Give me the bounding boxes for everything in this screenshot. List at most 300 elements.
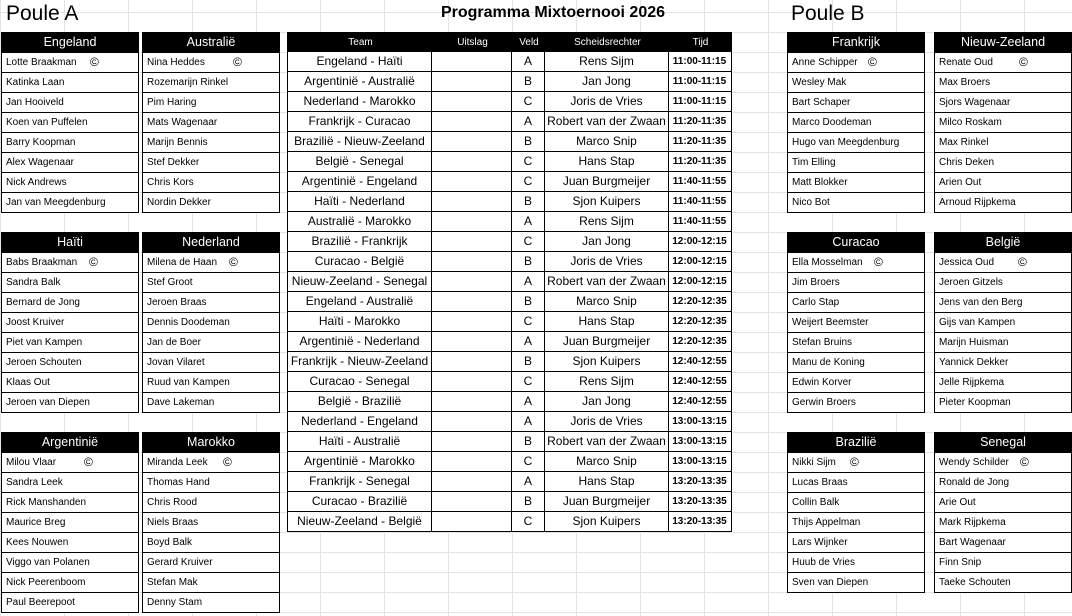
team-name: Senegal [935, 433, 1071, 452]
schedule-row [288, 351, 731, 371]
player-row [2, 592, 138, 612]
player-row [143, 552, 279, 572]
match-field: C [511, 372, 544, 391]
player-name: Jeroen Schouten [6, 357, 82, 368]
player-name: Mark Rijpkema [939, 517, 1006, 528]
player-row [143, 472, 279, 492]
match-result [431, 252, 511, 271]
player-name: Lars Wijnker [792, 537, 848, 548]
player-name: Marijn Bennis [147, 137, 208, 148]
player-name: Taeke Schouten [939, 577, 1011, 588]
player-row [143, 72, 279, 92]
match-result [431, 432, 511, 451]
player-name: Katinka Laan [6, 77, 65, 88]
match-time: 12:40-12:55 [668, 372, 730, 391]
team-name: Brazilië [788, 433, 924, 452]
player-row [788, 292, 924, 312]
team-table [142, 32, 280, 213]
player-row [935, 252, 1071, 272]
poule-a-title: Poule A [6, 2, 79, 25]
match-teams: Argentinië - Nederland [299, 334, 420, 348]
player-name: Jens van den Berg [939, 297, 1023, 308]
player-row [143, 332, 279, 352]
player-name: Piet van Kampen [6, 337, 83, 348]
player-name: Dennis Doodeman [147, 317, 230, 328]
match-field: A [511, 212, 544, 231]
schedule-row [288, 331, 731, 351]
match-time: 11:20-11:35 [668, 132, 730, 151]
match-time: 13:20-13:35 [668, 472, 730, 491]
player-name: Mats Wagenaar [147, 117, 218, 128]
match-field: A [511, 472, 544, 491]
match-result [431, 472, 511, 491]
player-row [2, 52, 138, 72]
team-name: Marokko [143, 433, 279, 452]
team-table [787, 32, 925, 213]
match-time: 12:40-12:55 [668, 352, 730, 371]
header-tijd: Tijd [669, 33, 731, 52]
player-name: Barry Koopman [6, 137, 76, 148]
player-row [788, 492, 924, 512]
schedule-header-row [288, 33, 731, 52]
player-row [935, 192, 1071, 212]
match-referee: Robert van der Zwaan [544, 432, 668, 451]
schedule-row [288, 451, 731, 471]
player-name: Paul Beerepoot [6, 597, 75, 608]
player-name: Wendy Schilder [939, 457, 1009, 468]
player-row [143, 312, 279, 332]
player-row [143, 532, 279, 552]
match-time: 11:00-11:15 [668, 72, 730, 91]
match-field: C [511, 312, 544, 331]
player-row [143, 152, 279, 172]
player-name: Chris Rood [147, 497, 198, 508]
player-name: Denny Stam [147, 597, 203, 608]
match-time: 11:40-11:55 [668, 212, 730, 231]
player-name: Alex Wagenaar [6, 157, 74, 168]
player-name: Max Rinkel [939, 137, 989, 148]
player-row [143, 292, 279, 312]
player-name: Yannick Dekker [939, 357, 1009, 368]
match-time: 12:00-12:15 [668, 272, 730, 291]
match-teams: Haïti - Marokko [318, 314, 401, 328]
player-row [935, 372, 1071, 392]
player-row [2, 452, 138, 472]
player-row [788, 372, 924, 392]
match-result [431, 352, 511, 371]
captain-icon: © [233, 55, 242, 69]
match-time: 13:00-13:15 [668, 412, 730, 431]
match-result [431, 112, 511, 131]
match-result [431, 392, 511, 411]
match-referee: Robert van der Zwaan [544, 112, 668, 131]
player-name: Marijn Huisman [939, 337, 1009, 348]
team-table [934, 232, 1072, 413]
player-row [2, 172, 138, 192]
player-name: Stefan Bruins [792, 337, 853, 348]
player-row [788, 552, 924, 572]
player-row [935, 352, 1071, 372]
player-row [2, 472, 138, 492]
player-name: Bart Schaper [792, 97, 851, 108]
player-row [935, 92, 1071, 112]
team-name: Curacao [788, 233, 924, 252]
match-result [431, 172, 511, 191]
player-name: Weijert Beemster [792, 317, 869, 328]
player-name: Stef Dekker [147, 157, 200, 168]
captain-icon: © [90, 55, 99, 69]
match-result [431, 492, 511, 511]
match-time: 12:20-12:35 [668, 292, 730, 311]
schedule-row [288, 111, 731, 131]
player-name: Maurice Breg [6, 517, 66, 528]
match-referee: Rens Sijm [544, 212, 668, 231]
match-time: 11:40-11:55 [668, 172, 730, 191]
player-name: Miranda Leek [147, 457, 208, 468]
match-field: B [511, 132, 544, 151]
team-table [1, 432, 139, 613]
player-row [788, 332, 924, 352]
player-name: Anne Schipper [792, 57, 858, 68]
match-teams: Nederland - Engeland [301, 414, 418, 428]
player-name: Joost Kruiver [6, 317, 65, 328]
player-row [788, 112, 924, 132]
player-name: Stefan Mak [147, 577, 198, 588]
player-row [143, 512, 279, 532]
player-name: Koen van Puffelen [6, 117, 88, 128]
player-row [935, 292, 1071, 312]
match-field: C [511, 92, 544, 111]
match-time: 11:20-11:35 [668, 152, 730, 171]
team-name: Australië [143, 33, 279, 52]
match-time: 12:40-12:55 [668, 392, 730, 411]
match-teams: Engeland - Australië [305, 294, 414, 308]
player-row [2, 392, 138, 412]
player-row [935, 52, 1071, 72]
schedule-row [288, 431, 731, 451]
player-name: Nico Bot [792, 197, 830, 208]
player-name: Milco Roskam [939, 117, 1002, 128]
match-result [431, 132, 511, 151]
match-field: A [511, 112, 544, 131]
player-name: Gerwin Broers [792, 397, 856, 408]
player-row [143, 392, 279, 412]
schedule-row [288, 191, 731, 211]
player-row [935, 392, 1071, 412]
match-result [431, 232, 511, 251]
player-name: Rozemarijn Rinkel [147, 77, 229, 88]
player-name: Jeroen van Diepen [6, 397, 90, 408]
player-name: Carlo Stap [792, 297, 840, 308]
player-name: Ruud van Kampen [147, 377, 230, 388]
captain-icon: © [84, 455, 93, 469]
player-name: Matt Blokker [792, 177, 848, 188]
player-name: Boyd Balk [147, 537, 193, 548]
player-row [935, 312, 1071, 332]
player-name: Dave Lakeman [147, 397, 215, 408]
team-name: Frankrijk [788, 33, 924, 52]
match-referee: Jan Jong [544, 232, 668, 251]
header-referee: Scheidsrechter [545, 33, 669, 52]
match-field: B [511, 192, 544, 211]
player-name: Finn Snip [939, 557, 982, 568]
match-teams: Curacao - Brazilië [311, 494, 408, 508]
team-table [934, 432, 1072, 593]
match-referee: Rens Sijm [544, 372, 668, 391]
player-name: Nina Heddes [147, 57, 205, 68]
match-field: B [511, 72, 544, 91]
match-field: B [511, 432, 544, 451]
player-name: Lucas Braas [792, 477, 848, 488]
header-team: Team [288, 33, 432, 52]
player-name: Manu de Koning [792, 357, 865, 368]
match-result [431, 192, 511, 211]
schedule-row [288, 171, 731, 191]
player-name: Sven van Diepen [792, 577, 869, 588]
match-referee: Hans Stap [544, 312, 668, 331]
schedule-row [288, 491, 731, 511]
player-row [143, 192, 279, 212]
team-name: Haïti [2, 233, 138, 252]
match-referee: Marco Snip [544, 132, 668, 151]
match-result [431, 152, 511, 171]
player-row [788, 352, 924, 372]
match-result [431, 272, 511, 291]
match-time: 11:40-11:55 [668, 192, 730, 211]
player-name: Babs Braakman [6, 257, 78, 268]
player-name: Wesley Mak [792, 77, 847, 88]
player-name: Max Broers [939, 77, 991, 88]
captain-icon: © [223, 455, 232, 469]
poule-b-title: Poule B [791, 2, 865, 25]
schedule-row [288, 251, 731, 271]
player-name: Edwin Korver [792, 377, 852, 388]
player-row [935, 132, 1071, 152]
player-row [2, 72, 138, 92]
player-name: Jan Hooiveld [6, 97, 64, 108]
match-result [431, 332, 511, 351]
player-row [2, 152, 138, 172]
player-name: Lotte Braakman [6, 57, 77, 68]
player-name: Bart Wagenaar [939, 537, 1006, 548]
match-teams: Frankrijk - Senegal [309, 474, 410, 488]
schedule-row [288, 131, 731, 151]
match-teams: Argentinië - Marokko [304, 454, 415, 468]
match-teams: Nieuw-Zeeland - België [297, 514, 422, 528]
match-referee: Joris de Vries [544, 412, 668, 431]
match-teams: Brazilië - Nieuw-Zeeland [294, 134, 425, 148]
player-name: Gijs van Kampen [939, 317, 1016, 328]
match-referee: Joris de Vries [544, 252, 668, 271]
player-name: Arie Out [939, 497, 976, 508]
match-referee: Joris de Vries [544, 92, 668, 111]
player-row [2, 112, 138, 132]
match-time: 11:00-11:15 [668, 52, 730, 71]
header-uitslag: Uitslag [432, 33, 512, 52]
match-field: C [511, 152, 544, 171]
team-name: België [935, 233, 1071, 252]
player-row [935, 552, 1071, 572]
team-table [934, 32, 1072, 213]
captain-icon: © [1020, 455, 1029, 469]
player-row [788, 272, 924, 292]
player-name: Bernard de Jong [6, 297, 80, 308]
match-result [431, 412, 511, 431]
player-name: Rick Manshanden [6, 497, 87, 508]
match-time: 13:00-13:15 [668, 432, 730, 451]
team-name: Argentinië [2, 433, 138, 452]
player-row [788, 132, 924, 152]
match-referee: Juan Burgmeijer [544, 172, 668, 191]
player-name: Nick Andrews [6, 177, 67, 188]
match-result [431, 52, 511, 71]
player-row [2, 352, 138, 372]
schedule-row [288, 271, 731, 291]
player-name: Arien Out [939, 177, 982, 188]
match-teams: Frankrijk - Curacao [308, 114, 411, 128]
match-teams: België - Senegal [315, 154, 404, 168]
player-row [935, 572, 1071, 592]
team-table [787, 432, 925, 593]
player-name: Ella Mosselman [792, 257, 863, 268]
match-teams: Frankrijk - Nieuw-Zeeland [290, 354, 429, 368]
match-result [431, 312, 511, 331]
player-row [788, 72, 924, 92]
match-referee: Marco Snip [544, 292, 668, 311]
player-row [788, 452, 924, 472]
match-time: 13:20-13:35 [668, 492, 730, 511]
match-referee: Sjon Kuipers [544, 352, 668, 371]
schedule-row [288, 52, 731, 71]
schedule-row [288, 91, 731, 111]
captain-icon: © [1018, 255, 1027, 269]
captain-icon: © [229, 255, 238, 269]
player-name: Tim Elling [792, 157, 836, 168]
captain-icon: © [874, 255, 883, 269]
match-teams: Argentinië - Australië [304, 74, 415, 88]
match-time: 13:00-13:15 [668, 452, 730, 471]
player-row [2, 192, 138, 212]
player-name: Jan van Meegdenburg [6, 197, 106, 208]
match-referee: Sjon Kuipers [544, 192, 668, 211]
match-teams: Engeland - Haïti [316, 54, 403, 68]
schedule-row [288, 391, 731, 411]
match-teams: Curacao - België [314, 254, 405, 268]
player-name: Jim Broers [792, 277, 840, 288]
player-row [2, 332, 138, 352]
schedule-row [288, 411, 731, 431]
team-table [142, 432, 280, 613]
player-row [143, 572, 279, 592]
player-name: Pim Haring [147, 97, 197, 108]
player-name: Sandra Leek [6, 477, 63, 488]
player-row [788, 172, 924, 192]
match-referee: Robert van der Zwaan [544, 272, 668, 291]
player-row [143, 52, 279, 72]
player-name: Collin Balk [792, 497, 840, 508]
player-row [2, 252, 138, 272]
captain-icon: © [1019, 55, 1028, 69]
player-row [788, 532, 924, 552]
player-name: Milena de Haan [147, 257, 218, 268]
player-name: Sandra Balk [6, 277, 61, 288]
player-name: Jeroen Braas [147, 297, 207, 308]
match-result [431, 92, 511, 111]
schedule-row [288, 471, 731, 491]
match-teams: Curacao - Senegal [309, 374, 410, 388]
player-name: Kees Nouwen [6, 537, 69, 548]
match-time: 12:00-12:15 [668, 252, 730, 271]
player-row [935, 512, 1071, 532]
player-row [935, 492, 1071, 512]
match-field: A [511, 332, 544, 351]
player-row [2, 272, 138, 292]
player-row [2, 572, 138, 592]
player-row [788, 312, 924, 332]
player-row [143, 132, 279, 152]
match-field: A [511, 412, 544, 431]
match-field: B [511, 292, 544, 311]
player-row [788, 192, 924, 212]
match-result [431, 452, 511, 471]
player-row [935, 112, 1071, 132]
player-name: Nordin Dekker [147, 197, 211, 208]
player-row [2, 92, 138, 112]
match-teams: Brazilië - Frankrijk [311, 234, 408, 248]
player-name: Stef Groot [147, 277, 193, 288]
player-row [2, 312, 138, 332]
schedule-row [288, 231, 731, 251]
schedule-row [288, 71, 731, 91]
match-result [431, 212, 511, 231]
player-row [788, 52, 924, 72]
player-row [788, 252, 924, 272]
team-name: Nederland [143, 233, 279, 252]
team-table [1, 232, 139, 413]
match-time: 11:00-11:15 [668, 92, 730, 111]
schedule-row [288, 211, 731, 231]
match-teams: Nieuw-Zeeland - Senegal [291, 274, 428, 288]
player-row [788, 392, 924, 412]
player-name: Ronald de Jong [939, 477, 1010, 488]
team-name: Engeland [2, 33, 138, 52]
player-row [2, 512, 138, 532]
page-title: Programma Mixtoernooi 2026 [440, 4, 666, 21]
player-row [143, 172, 279, 192]
player-row [935, 152, 1071, 172]
player-row [2, 492, 138, 512]
player-name: Milou Vlaar [6, 457, 57, 468]
match-referee: Juan Burgmeijer [544, 332, 668, 351]
schedule-body [288, 52, 731, 531]
player-name: Huub de Vries [792, 557, 855, 568]
header-veld: Veld [512, 33, 545, 52]
match-field: C [511, 232, 544, 251]
player-row [143, 92, 279, 112]
team-table [1, 32, 139, 213]
player-name: Klaas Out [6, 377, 50, 388]
match-referee: Jan Jong [544, 72, 668, 91]
match-time: 11:20-11:35 [668, 112, 730, 131]
player-row [143, 452, 279, 472]
match-time: 12:00-12:15 [668, 232, 730, 251]
match-field: B [511, 352, 544, 371]
player-row [935, 172, 1071, 192]
player-name: Hugo van Meegdenburg [792, 137, 900, 148]
match-referee: Marco Snip [544, 452, 668, 471]
captain-icon: © [89, 255, 98, 269]
player-name: Niels Braas [147, 517, 199, 528]
